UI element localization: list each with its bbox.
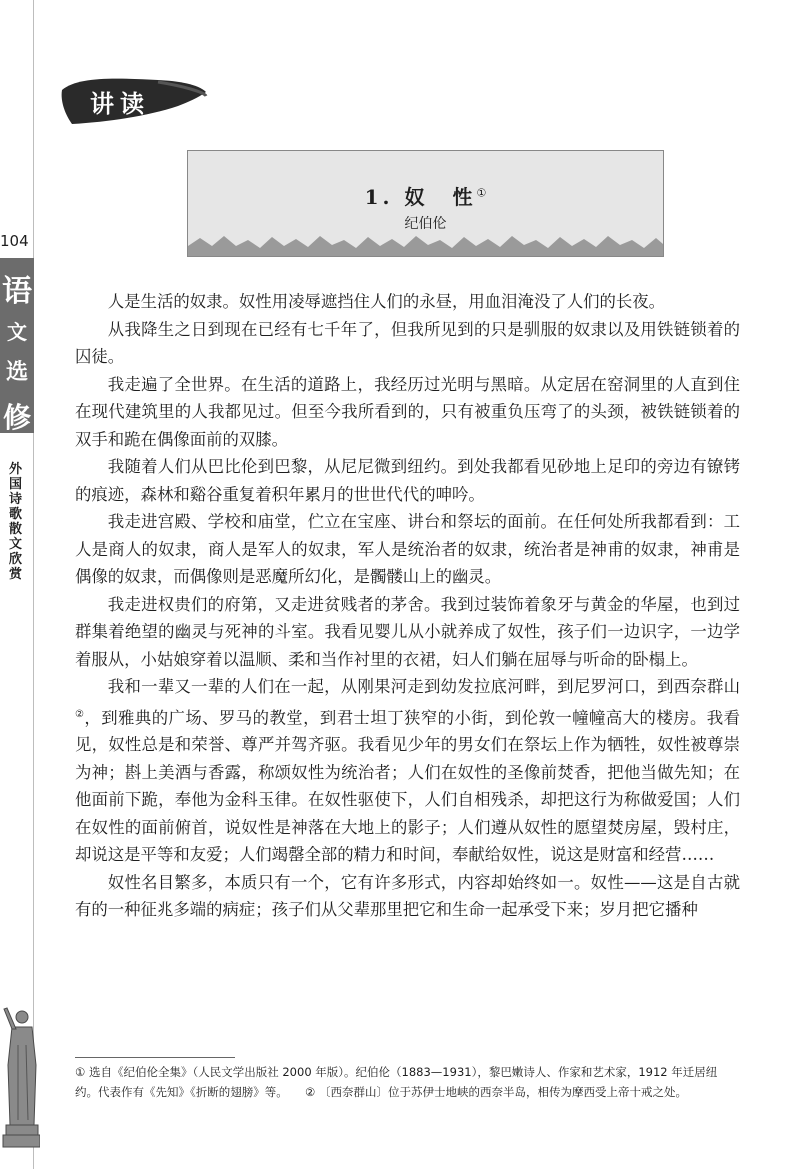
- tab-char-3: 选: [5, 359, 28, 385]
- article-title-text: 1. 奴 性: [364, 185, 477, 209]
- paragraph-4: 我随着人们从巴比伦到巴黎，从尼尼微到纽约。到处我都看见砂地上足印的旁边有镣铐的痕迹，森林和谿谷重复着积年累月的世世代代的呻吟。: [75, 457, 740, 504]
- paragraph-1: 人是生活的奴隶。奴性用凌辱遮挡住人们的永昼，用血泪淹没了人们的长夜。: [107, 292, 666, 311]
- article-title: [188, 181, 663, 210]
- book-series-tab: [0, 258, 34, 433]
- paragraph-6: 我走进权贵们的府第，又走进贫贱者的茅舍。我到过装饰着象牙与黄金的华屋，也到过群集着绝望的幽灵与死神的斗室。我看见婴儿从小就养成了奴性，孩子们一边识字，一边学着服从，小姑娘穿着以温顺、柔和当作衬里的衣裙，妇人们躺在屈辱与听命的卧榻上。: [75, 594, 740, 669]
- tab-char-1: 语: [2, 274, 32, 309]
- paragraph-5: 我走进宫殿、学校和庙堂，伫立在宝座、讲台和祭坛的面前。在任何处所我都看到：工人是商人的奴隶，商人是军人的奴隶，军人是统治者的奴隶，统治者是神甫的奴隶，神甫是偶像的奴隶，而偶像则是恶魔所幻化，是髑髅山上的幽灵。: [75, 512, 740, 586]
- banner-label: 讲读: [90, 89, 150, 118]
- paragraph-7: [75, 673, 740, 869]
- page-number: 104: [0, 232, 29, 250]
- gutter-line: [33, 0, 34, 1169]
- article-body: [75, 288, 740, 924]
- paragraph-3: 我走遍了全世界。在生活的道路上，我经历过光明与黑暗。从定居在窑洞里的人直到住在现代建筑里的人我都见过。但至今我所看到的，只有被重负压弯了的头颈，被铁链锁着的双手和跪在偶像面前的双膝。: [75, 374, 740, 449]
- footnote-divider: [75, 1057, 235, 1058]
- tab-char-2: 文: [7, 320, 27, 344]
- paragraph-2: 从我降生之日到现在已经有七千年了，但我所见到的只是驯服的奴隶以及用铁链锁着的囚徒。: [75, 319, 740, 366]
- footnote-text: ① 选自《纪伯伦全集》（人民文学出版社 2000 年版）。纪伯伦（1883—1931），黎巴嫩诗人、作家和艺术家，1912 年迁居纽约。代表作有《先知》《折断的翅膀》等。 ② 〔西奈群山〕位于苏伊士地峡的西奈半岛，相传为摩西受上帝十戒之处。: [75, 1065, 718, 1099]
- footnote-mark-1: ①: [476, 186, 487, 200]
- mountain-pattern: [188, 232, 663, 256]
- section-banner: [58, 72, 208, 128]
- book-subtitle: 外国诗歌散文欣赏: [9, 462, 23, 582]
- paragraph-7-part-1: 我和一辈又一辈的人们在一起，从刚果河走到幼发拉底河畔，到尼罗河口，到西奈群山: [107, 677, 740, 696]
- statue-illustration: [0, 1005, 40, 1155]
- paragraph-7-part-2: ，到雅典的广场、罗马的教堂，到君士坦丁狭窄的小街，到伦敦一幢幢高大的楼房。我看见，奴性总是和荣誉、尊严并驾齐驱。我看见少年的男女们在祭坛上作为牺牲，奴性被尊崇为神；斟上美酒与香露，称颂奴性为统治者；人们在奴性的圣像前焚香，把他当做先知；在他面前下跪，奉他为金科玉律。在奴性驱使下，人们自相残杀，却把这行为称做爱国；人们在奴性的面前俯首，说奴性是神落在大地上的影子；人们遵从奴性的愿望焚房屋，毁村庄，却说这是平等和友爱；人们竭罄全部的精力和时间，奉献给奴性，说这是财富和经营……: [75, 707, 741, 865]
- tab-char-4: 修: [2, 401, 31, 434]
- footnotes: [75, 1062, 740, 1102]
- article-author: 纪伯伦: [404, 216, 447, 232]
- footnote-mark-2: ②: [75, 708, 85, 720]
- paragraph-8: 奴性名目繁多，本质只有一个，它有许多形式，内容却始终如一。奴性——这是自古就有的一种征兆多端的病症；孩子们从父辈那里把它和生命一起承受下来；岁月把它播种: [75, 872, 740, 920]
- title-box: [187, 150, 664, 257]
